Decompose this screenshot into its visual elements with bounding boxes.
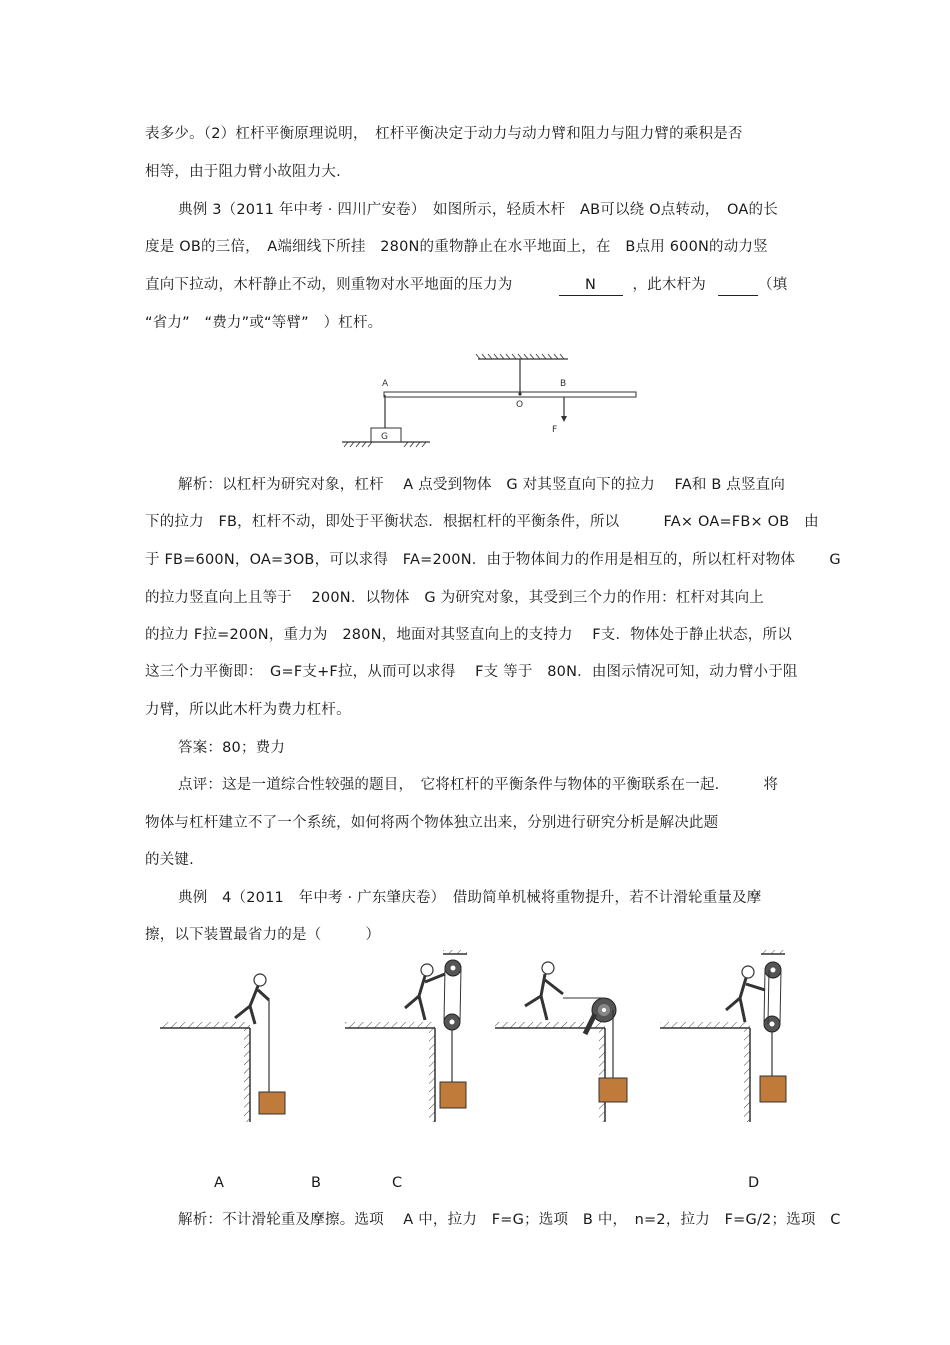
example-4-heading: 典例 4（2011 年中考 · 广东肇庆卷） 借助简单机械将重物提升，若不计滑轮重量及摩: [178, 890, 762, 906]
label-o: O: [516, 400, 524, 410]
comment-line-2: 物体与杠杆建立不了一个系统，如何将两个物体独立出来，分别进行研究分析是解决此题: [145, 815, 719, 831]
label-b: B: [560, 379, 567, 389]
answer-blank-1: N: [559, 275, 623, 296]
text-line-5c: （填: [758, 277, 788, 293]
analysis-line-1: 解析：以杠杆为研究对象，杠杆 A 点受到物体 G 对其竖直向下的拉力 FA和 B 点竖直向: [178, 477, 786, 493]
analysis-4-line: 解析：不计滑轮重及摩擦。选项 A 中，拉力 F=G；选项 B 中， n=2，拉力 F=G/2；选项 C: [178, 1212, 841, 1228]
ceiling-hatch: [476, 354, 564, 359]
force-arrowhead: [561, 416, 567, 422]
lever-bar: [384, 392, 636, 397]
analysis-line-5: 的拉力 F拉=200N，重力为 280N，地面对其竖直向上的支持力 F支．物体处于静止状态，所以: [145, 627, 792, 643]
machine-a: [160, 974, 285, 1122]
example-3-heading: 典例 3（2011 年中考 · 四川广安卷） 如图所示，轻质木杆 AB可以绕 O点转动， OA的长: [178, 202, 778, 218]
analysis-line-7: 力臂，所以此木杆为费力杠杆。: [145, 702, 351, 718]
text-line-5: [145, 275, 787, 296]
text-line-5a: 直向下拉动，木杆静止不动，则重物对水平地面的压力为: [145, 277, 513, 293]
analysis-line-6: 这三个力平衡即： G=F支+F拉，从而可以求得 F支 等于 80N．由图示情况可知，动力臂小于阻: [145, 664, 798, 680]
analysis-line-2: 下的拉力 FB，杠杆不动，即处于平衡状态．根据杠杆的平衡条件，所以 FA× OA=FB× OB 由: [145, 514, 819, 530]
label-a: A: [382, 379, 389, 389]
ground-hatch: [344, 442, 426, 447]
example-4-question: 擦，以下装置最省力的是（ ）: [145, 927, 381, 943]
label-g: G: [381, 432, 388, 442]
machine-b: [345, 950, 467, 1122]
text-line-4: 度是 OB的三倍， A端细线下所挂 280N的重物静止在水平地面上，在 B点用 600N的动力竖: [145, 239, 768, 255]
pivot-point: [518, 392, 521, 395]
option-label-a: A: [214, 1175, 224, 1191]
text-line-5b: ，此木杆为: [632, 277, 706, 293]
answer-blank-2: [718, 275, 758, 296]
analysis-line-3: 于 FB=600N，OA=3OB，可以求得 FA=200N．由于物体间力的作用是相互的，所以杠杆对物体 G: [145, 552, 841, 568]
option-label-b: B: [311, 1175, 321, 1191]
text-line-6: “省力” “费力”或“等臂” ）杠杆。: [145, 315, 383, 331]
answer-line: 答案：80；费力: [178, 740, 286, 756]
lever-diagram: [340, 352, 640, 452]
analysis-line-4: 的拉力竖直向上且等于 200N．以物体 G 为研究对象，其受到三个力的作用：杠杆对其向上: [145, 590, 764, 606]
machines-diagram: [155, 950, 815, 1130]
text-line-2: 相等，由于阻力臂小故阻力大.: [145, 164, 341, 180]
option-label-c: C: [392, 1175, 403, 1191]
comment-line-1: 点评：这是一道综合性较强的题目， 它将杠杆的平衡条件与物体的平衡联系在一起. 将: [178, 777, 779, 793]
option-label-d: D: [748, 1175, 760, 1191]
comment-line-3: 的关键.: [145, 852, 194, 868]
machine-c: [495, 962, 627, 1122]
label-f: F: [552, 425, 558, 435]
text-line-1: 表多少。（2）杠杆平衡原理说明， 杠杆平衡决定于动力与动力臂和阻力与阻力臂的乘积是否: [145, 126, 743, 142]
machine-d: [660, 950, 786, 1122]
